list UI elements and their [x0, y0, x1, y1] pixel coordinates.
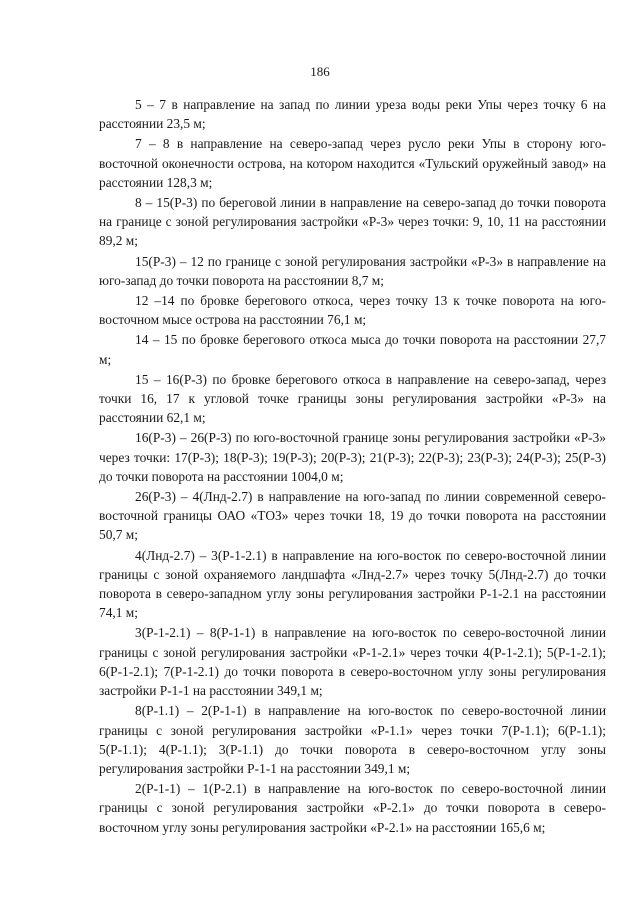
paragraph: 15 – 16(Р-3) по бровке берегового откоса в направление на северо-запад, через точки 16, 17 к угловой точке границы зоны регулирования застройки «Р-3» на расстоянии 62,1 м;	[99, 371, 606, 426]
paragraph: 8(Р-1.1) – 2(Р-1-1) в направление на юго-восток по северо-восточной линии границы с зоной регулирования застройки «Р-1.1» через точки 7(Р-1.1); 6(Р-1.1); 5(Р-1.1); 4(Р-1.1); 3(Р-1.1) до точки поворота в северо-восточном углу зоны регулирования застройки Р-1-1 на расстоянии 349,1 м;	[99, 703, 606, 776]
paragraph: 5 – 7 в направление на запад по линии уреза воды реки Упы через точку 6 на расстоянии 23,5 м;	[99, 97, 606, 132]
document-body	[99, 95, 606, 837]
paragraph: 7 – 8 в направление на северо-запад через русло реки Упы в сторону юго-восточной оконечности острова, на котором находится «Тульский оружейный завод» на расстоянии 128,3 м;	[99, 136, 606, 190]
paragraph: 3(Р-1-2.1) – 8(Р-1-1) в направление на юго-восток по северо-восточной линии границы с зоной регулирования застройки «Р-1-2.1» через точки 4(Р-1-2.1); 5(Р-1-2.1); 6(Р-1-2.1); 7(Р-1-2.1) до точки поворота в северо-восточном углу зоны регулирования застройки Р-1-1 на расстоянии 349,1 м;	[99, 625, 606, 699]
paragraph: 26(Р-3) – 4(Лнд-2.7) в направление на юго-запад по линии современной северо-восточной границы ОАО «ТОЗ» через точки 18, 19 до точки поворота на расстоянии 50,7 м;	[99, 489, 606, 543]
paragraph: 2(Р-1-1) – 1(Р-2.1) в направление на юго-восток по северо-восточной линии границы с зоной регулирования застройки «Р-2.1» до точки поворота в северо-восточном углу зоны регулирования застройки «Р-2.1» на расстоянии 165,6 м;	[99, 781, 606, 835]
paragraph: 12 –14 по бровке берегового откоса, через точку 13 к точке поворота на юго-восточном мысе острова на расстоянии 76,1 м;	[99, 293, 606, 328]
paragraph: 4(Лнд-2.7) – 3(Р-1-2.1) в направление на юго-восток по северо-восточной линии границы с зоной охраняемого ландшафта «Лнд-2.7» через точку 5(Лнд-2.7) до точки поворота в северо-западном углу зоны регулирования застройки Р-1-2.1 на расстоянии 74,1 м;	[99, 547, 606, 621]
paragraph: 15(Р-3) – 12 по границе с зоной регулирования застройки «Р-3» в направление на юго-запад до точки поворота на расстоянии 8,7 м;	[99, 253, 606, 288]
paragraph: 8 – 15(Р-3) по береговой линии в направление на северо-запад до точки поворота на границе с зоной регулирования застройки «Р-3» через точки: 9, 10, 11 на расстоянии 89,2 м;	[99, 195, 606, 249]
page-number: 186	[310, 64, 330, 79]
paragraph: 16(Р-3) – 26(Р-3) по юго-восточной границе зоны регулирования застройки «Р-3» через точки: 17(Р-3); 18(Р-3); 19(Р-3); 20(Р-3); 21(Р-3); 22(Р-3); 23(Р-3); 24(Р-3); 25(Р-3) до точки поворота на расстоянии 1004,0 м;	[99, 430, 606, 484]
paragraph: 14 – 15 по бровке берегового откоса мыса до точки поворота на расстоянии 27,7 м;	[99, 332, 606, 367]
